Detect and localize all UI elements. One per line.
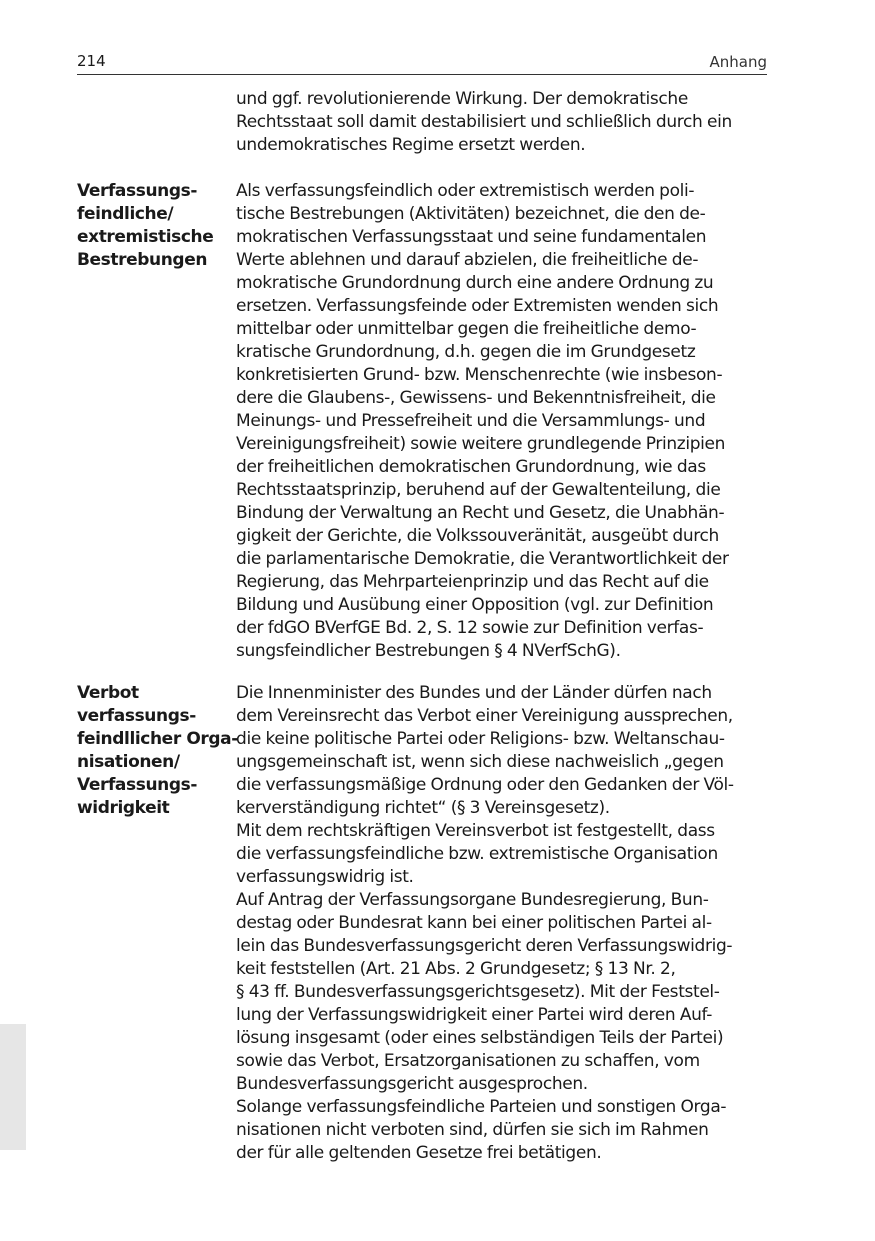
definition-line: Mit dem rechtskräftigen Vereinsverbot ist festgestellt, dass (236, 821, 715, 841)
definition-line: Die Innenminister des Bundes und der Länder dürfen nach (236, 683, 712, 703)
definition-line: ungsgemeinschaft ist, wenn sich diese nachweislich „gegen (236, 752, 724, 772)
definition-line: ersetzen. Verfassungsfeinde oder Extremisten wenden sich (236, 296, 719, 316)
glossary-term-line: Verfassungs- (77, 775, 197, 795)
glossary-term-line: extremistische (77, 227, 214, 247)
page-header (77, 52, 767, 75)
definition-line: Solange verfassungsfeindliche Parteien und sonstigen Orga- (236, 1097, 727, 1117)
definition-line: mokratische Grundordnung durch eine andere Ordnung zu (236, 273, 714, 293)
definition-line: Bundesverfassungsgericht ausgesprochen. (236, 1074, 588, 1094)
definition-line: mittelbar oder unmittelbar gegen die freiheitliche demo- (236, 319, 697, 339)
definition-line: der für alle geltenden Gesetze frei betätigen. (236, 1143, 602, 1163)
glossary-term-line: Verbot (77, 683, 139, 703)
definition-line: destag oder Bundesrat kann bei einer politischen Partei al- (236, 913, 712, 933)
definition-line: kratische Grundordnung, d.h. gegen die im Grundgesetz (236, 342, 696, 362)
definition-line: Als verfassungsfeindlich oder extremistisch werden poli- (236, 181, 695, 201)
glossary-term-line: Verfassungs- (77, 181, 197, 201)
definition-line: die verfassungsmäßige Ordnung oder den Gedanken der Völ- (236, 775, 734, 795)
continuation-line: Rechtsstaat soll damit destabilisiert und schließlich durch ein (236, 112, 732, 132)
definition-line: lein das Bundesverfassungsgericht deren Verfassungswidrig- (236, 936, 733, 956)
definition-line: keit feststellen (Art. 21 Abs. 2 Grundgesetz; § 13 Nr. 2, (236, 959, 676, 979)
page-number: 214 (77, 52, 106, 70)
definition-line: tische Bestrebungen (Aktivitäten) bezeichnet, die den de- (236, 204, 706, 224)
definition-line: dem Vereinsrecht das Verbot einer Vereinigung aussprechen, (236, 706, 733, 726)
definition-line: Rechtsstaatsprinzip, beruhend auf der Gewaltenteilung, die (236, 480, 721, 500)
definition-line: mokratischen Verfassungsstaat und seine fundamentalen (236, 227, 707, 247)
side-thumb-tab (0, 1024, 26, 1150)
definition-line: dere die Glaubens-, Gewissens- und Bekenntnisfreiheit, die (236, 388, 716, 408)
definition-line: Auf Antrag der Verfassungsorgane Bundesregierung, Bun- (236, 890, 709, 910)
continuation-line: undemokratisches Regime ersetzt werden. (236, 135, 586, 155)
definition-line: gigkeit der Gerichte, die Volkssouveränität, ausgeübt durch (236, 526, 719, 546)
definition-line: die keine politische Partei oder Religions- bzw. Weltanschau- (236, 729, 725, 749)
glossary-term-line: nisationen/ (77, 752, 180, 772)
glossary-term-line: verfassungs- (77, 706, 196, 726)
definition-line: nisationen nicht verboten sind, dürfen sie sich im Rahmen (236, 1120, 709, 1140)
definition-line: die verfassungsfeindliche bzw. extremistische Organisation (236, 844, 718, 864)
definition-line: Vereinigungsfreiheit) sowie weitere grundlegende Prinzipien (236, 434, 726, 454)
definition-line: Werte ablehnen und darauf abzielen, die freiheitliche de- (236, 250, 699, 270)
definition-line: verfassungswidrig ist. (236, 867, 414, 887)
glossary-term-line: widrigkeit (77, 798, 170, 818)
definition-line: sungsfeindlicher Bestrebungen § 4 NVerfSchG). (236, 641, 621, 661)
definition-line: kerverständigung richtet“ (§ 3 Vereinsgesetz). (236, 798, 610, 818)
definition-line: lung der Verfassungswidrigkeit einer Partei wird deren Auf- (236, 1005, 713, 1025)
definition-line: Bildung und Ausübung einer Opposition (vgl. zur Definition (236, 595, 714, 615)
definition-line: der fdGO BVerfGE Bd. 2, S. 12 sowie zur Definition verfas- (236, 618, 704, 638)
definition-line: der freiheitlichen demokratischen Grundordnung, wie das (236, 457, 706, 477)
running-head: Anhang (709, 53, 767, 71)
definition-line: Meinungs- und Pressefreiheit und die Versammlungs- und (236, 411, 706, 431)
continuation-line: und ggf. revolutionierende Wirkung. Der demokratische (236, 89, 688, 109)
definition-line: konkretisierten Grund- bzw. Menschenrechte (wie insbeson- (236, 365, 723, 385)
definition-line: sowie das Verbot, Ersatzorganisationen zu schaffen, vom (236, 1051, 700, 1071)
definition-line: lösung insgesamt (oder eines selbständigen Teils der Partei) (236, 1028, 724, 1048)
definition-line: § 43 ff. Bundesverfassungsgerichtsgesetz). Mit der Feststel- (236, 982, 720, 1002)
glossary-term-line: Bestrebungen (77, 250, 208, 270)
definition-line: Bindung der Verwaltung an Recht und Gesetz, die Unabhän- (236, 503, 725, 523)
definition-line: Regierung, das Mehrparteienprinzip und das Recht auf die (236, 572, 709, 592)
glossary-term-line: feindllicher Orga- (77, 729, 238, 749)
glossary-term-line: feindliche/ (77, 204, 174, 224)
definition-line: die parlamentarische Demokratie, die Verantwortlichkeit der (236, 549, 729, 569)
